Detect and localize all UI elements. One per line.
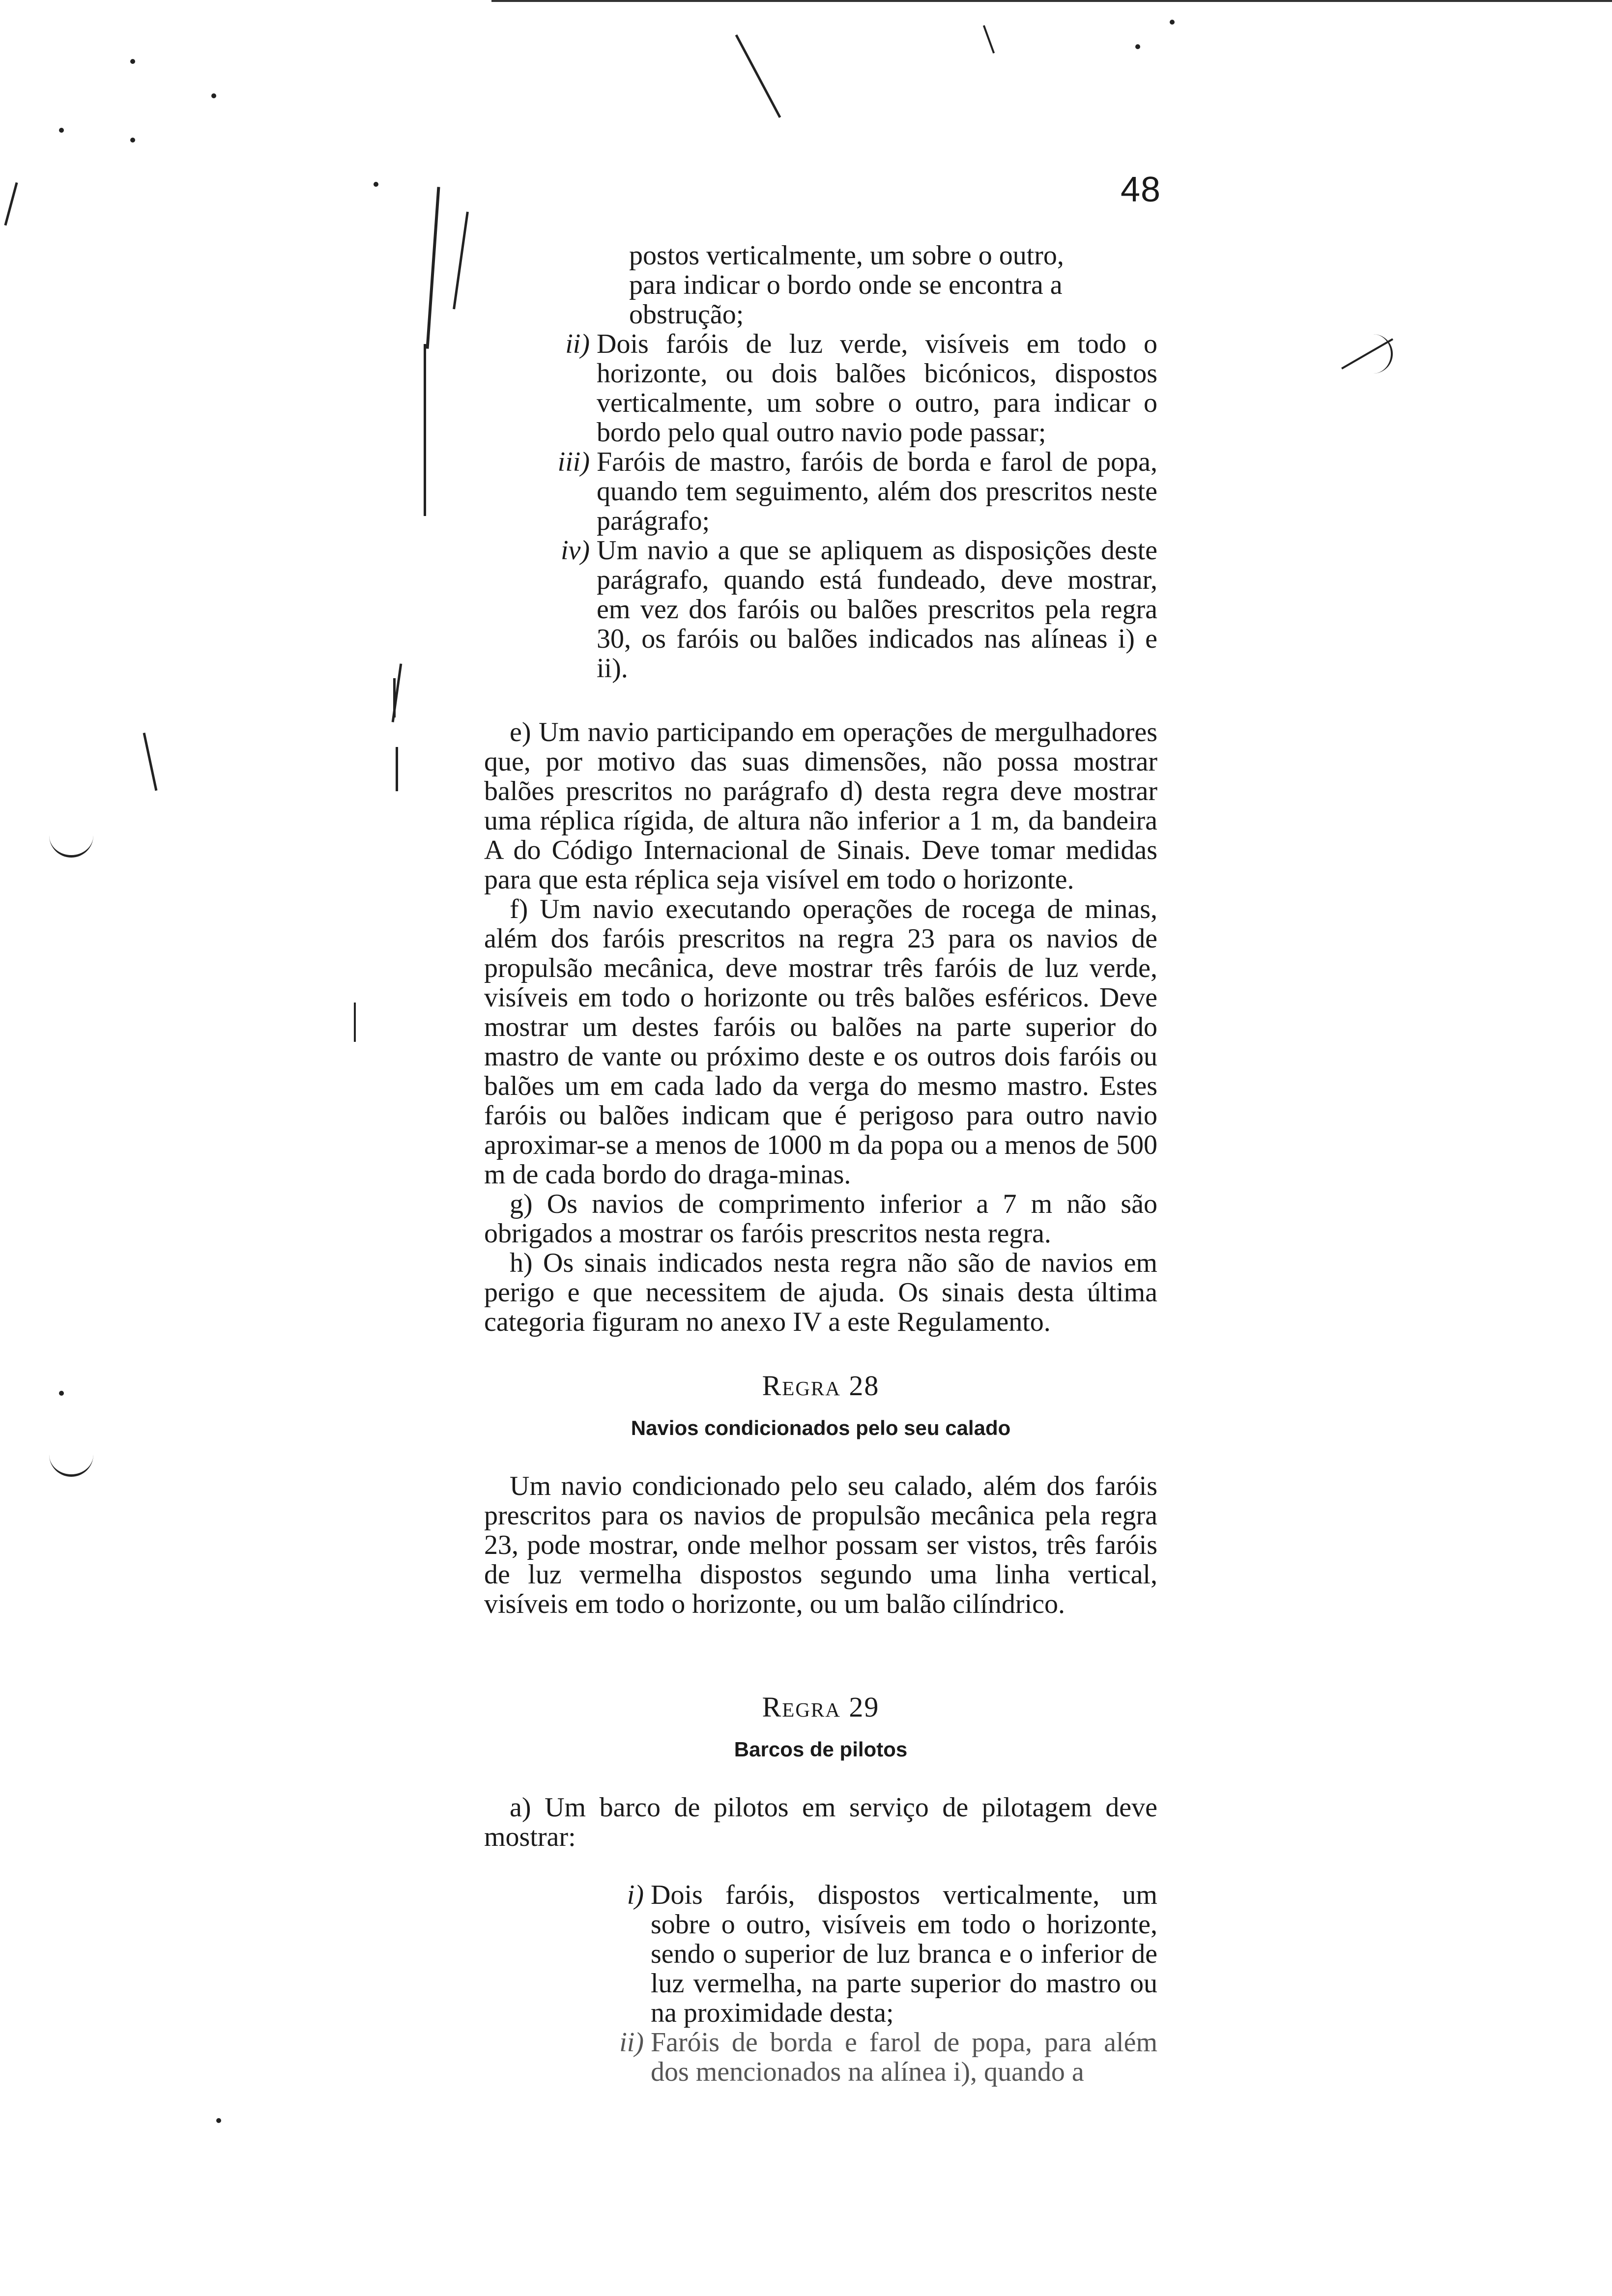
list-item-marker: ii) [565, 329, 590, 359]
list-item [597, 1880, 1157, 2028]
scan-mark [424, 344, 426, 516]
scan-speck [59, 128, 64, 133]
scan-mark [49, 1455, 93, 1477]
intro-line: postos verticalmente, um sobre o outro, [629, 240, 1064, 271]
text-column [484, 241, 1157, 2087]
list-item-marker: i) [627, 1880, 644, 1910]
scan-mark [4, 182, 18, 226]
scan-mark [143, 733, 158, 791]
rule-28-subtitle: Navios condicionados pelo seu calado [631, 1416, 1011, 1439]
spacer [484, 1764, 1157, 1793]
scan-mark [453, 212, 469, 310]
page-number: 48 [1121, 170, 1161, 209]
rule-28-text: Um navio condicionado pelo seu calado, além dos faróis prescritos para os navios de propulsão mecânica pela regra 23, pode mostrar, onde melhor possam ser vistos, três faróis de luz vermelha dispostos segundo uma linha vertical, visíveis em todo o horizonte, ou um balão cilíndrico. [484, 1471, 1157, 1619]
paragraph-f: f) Um navio executando operações de rocega de minas, além dos faróis prescritos na regra 23 para os navios de propulsão mecânica, deve mostrar três faróis de luz verde, visíveis em todo o horizonte ou três balões esféricos. Deve mostrar um destes faróis ou balões na parte superior do mastro de vante ou próximo deste e os outros dois faróis ou balões um em cada lado da verga do mesmo mastro. Estes faróis ou balões indicam que é perigoso para outro navio aproximar-se a menos de 1000 m da popa ou a menos de 500 m de cada bordo do draga-minas. [484, 894, 1157, 1190]
scan-speck [1170, 20, 1175, 25]
list-item-marker: iv) [560, 535, 590, 566]
list-item-text: Faróis de mastro, faróis de borda e farol de popa, quando tem seguimento, além dos prescritos neste parágrafo; [597, 447, 1157, 536]
spacer [484, 1337, 1157, 1371]
intro-line: obstrução; [629, 299, 744, 330]
list-item-marker: iii) [557, 447, 590, 477]
scan-mark [735, 34, 781, 118]
list-item-text: Um navio a que se apliquem as disposições deste parágrafo, quando está fundeado, deve mostrar, em vez dos faróis ou balões prescritos pela regra 30, os faróis ou balões indicados nas alíneas i) e ii). [597, 535, 1157, 684]
scan-speck [374, 182, 378, 187]
scan-speck [216, 2118, 221, 2123]
paragraph-h: h) Os sinais indicados nesta regra não são de navios em perigo e que necessitem de ajuda. Os sinais desta última categoria figuram no anexo IV a este Regulamento. [484, 1248, 1157, 1337]
spacer [484, 1619, 1157, 1693]
scan-speck [1135, 44, 1140, 49]
spacer [484, 1443, 1157, 1471]
scan-mark [983, 25, 995, 54]
scan-mark [49, 835, 93, 858]
list-item-text: Dois faróis, dispostos verticalmente, um sobre o outro, visíveis em todo o horizonte, sendo o superior de luz branca e o inferior de luz vermelha, na parte superior do mastro ou na proximidade desta; [651, 1880, 1157, 2028]
list-item [597, 2028, 1157, 2087]
scan-speck [59, 1391, 64, 1396]
rule-29-paragraph-a: a) Um barco de pilotos em serviço de pilotagem deve mostrar: [484, 1792, 1157, 1852]
top-border-line [491, 0, 1612, 2]
list-item-text: Dois faróis de luz verde, visíveis em todo o horizonte, ou dois balões bicónicos, dispostos verticalmente, um sobre o outro, para indicar o bordo pelo qual outro navio pode passar; [597, 329, 1157, 448]
paragraph-g: g) Os navios de comprimento inferior a 7 m não são obrigados a mostrar os faróis prescritos nesta regra. [484, 1189, 1157, 1249]
list-item [543, 447, 1157, 536]
list-item-text: Faróis de borda e farol de popa, para além dos mencionados na alínea i), quando a [651, 2027, 1157, 2087]
intro-line: para indicar o bordo onde se encontra a [629, 270, 1063, 300]
paragraph-e: e) Um navio participando em operações de mergulhadores que, por motivo das suas dimensões, não possa mostrar balões prescritos no parágrafo d) desta regra deve mostrar uma réplica rígida, de altura não inferior a 1 m, da bandeira A do Código Internacional de Sinais. Deve tomar medidas para que esta réplica seja visível em todo o horizonte. [484, 717, 1157, 895]
rule-28-title: Regra 28 [762, 1370, 880, 1402]
scan-speck [211, 93, 216, 98]
rule-29-title: Regra 29 [762, 1691, 880, 1723]
rule-29-subtitle: Barcos de pilotos [734, 1738, 908, 1761]
scan-mark [354, 1003, 356, 1042]
scan-mark [396, 747, 398, 791]
list-item-marker: ii) [619, 2027, 644, 2058]
list-item [543, 329, 1157, 447]
scan-mark [426, 187, 440, 349]
spacer [484, 683, 1157, 718]
scan-mark [393, 678, 396, 718]
rule-29-list [597, 1880, 1157, 2087]
spacer [484, 1852, 1157, 1880]
scan-speck [130, 59, 135, 64]
list-item [543, 536, 1157, 683]
scan-speck [130, 138, 135, 143]
